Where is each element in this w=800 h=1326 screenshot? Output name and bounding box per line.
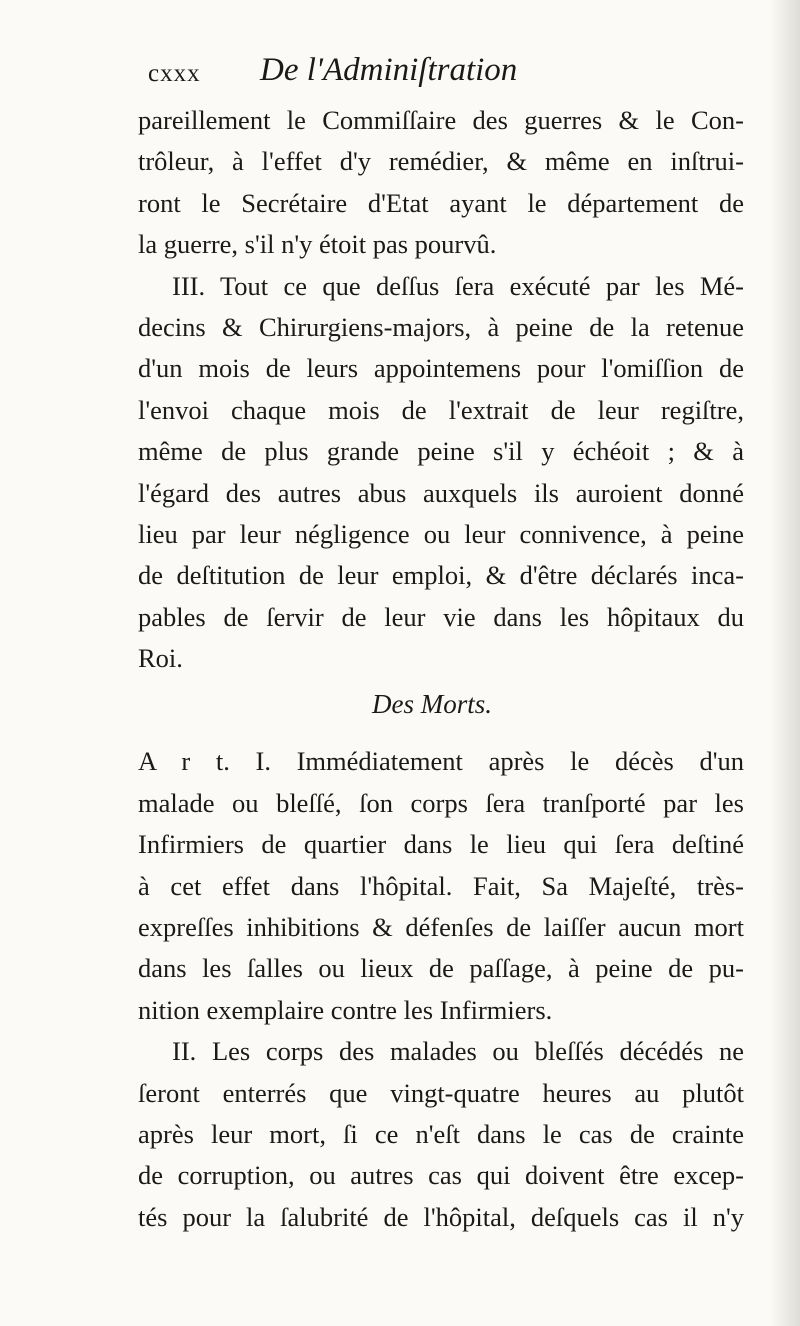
text-line: ront le Secrétaire d'Etat ayant le département de <box>138 187 744 218</box>
article-iii-start: III. Tout ce que deſſus ſera exécuté par les Mé- <box>172 270 744 301</box>
article-i-start: A r t. I. Immédiatement après le décès d'un <box>138 746 744 777</box>
text-line: tés pour la ſalubrité de l'hôpital, deſquels cas il n'y <box>138 1201 744 1232</box>
text-line: malade ou bleſſé, ſon corps ſera tranſporté par les <box>138 787 744 818</box>
text-line: decins & Chirurgiens-majors, à peine de la retenue <box>138 311 744 342</box>
text-line: de corruption, ou autres cas qui doivent être excep- <box>138 1160 744 1191</box>
text-line: trôleur, à l'effet d'y remédier, & même en inſtrui- <box>138 146 744 177</box>
section-heading: Des Morts. <box>372 689 492 720</box>
running-head <box>148 52 668 96</box>
text-line: de deſtitution de leur emploi, & d'être déclarés inca- <box>138 560 744 591</box>
page-number: cxxx <box>148 60 201 87</box>
text-line: la guerre, s'il n'y étoit pas pourvû. <box>138 229 497 260</box>
text-line: à cet effet dans l'hôpital. Fait, Sa Majeſté, très- <box>138 870 744 901</box>
running-title: De l'Adminiſtration <box>260 52 518 88</box>
text-line: lieu par leur négligence ou leur connivence, à peine <box>138 518 744 549</box>
text-line: après leur mort, ſi ce n'eſt dans le cas de crainte <box>138 1118 744 1149</box>
article-ii-start: II. Les corps des malades ou bleſſés décédés ne <box>172 1036 744 1067</box>
text-line: expreſſes inhibitions & défenſes de laiſſer aucun mort <box>138 912 744 943</box>
text-line: l'égard des autres abus auxquels ils auroient donné <box>138 477 744 508</box>
text-line: Infirmiers de quartier dans le lieu qui ſera deſtiné <box>138 829 744 860</box>
text-line: l'envoi chaque mois de l'extrait de leur regiſtre, <box>138 394 744 425</box>
text-line: ſeront enterrés que vingt-quatre heures au plutôt <box>138 1077 744 1108</box>
text-line: pables de ſervir de leur vie dans les hôpitaux du <box>138 601 744 632</box>
page-edge-shadow <box>770 0 800 1326</box>
text-line: Roi. <box>138 643 183 674</box>
text-line: d'un mois de leurs appointemens pour l'omiſſion de <box>138 353 744 384</box>
text-line: dans les ſalles ou lieux de paſſage, à peine de pu- <box>138 953 744 984</box>
text-line: même de plus grande peine s'il y échéoit ; & à <box>138 436 744 467</box>
body-text <box>138 100 744 1238</box>
text-line: nition exemplaire contre les Infirmiers. <box>138 994 553 1025</box>
text-line: pareillement le Commiſſaire des guerres & le Con- <box>138 105 744 135</box>
